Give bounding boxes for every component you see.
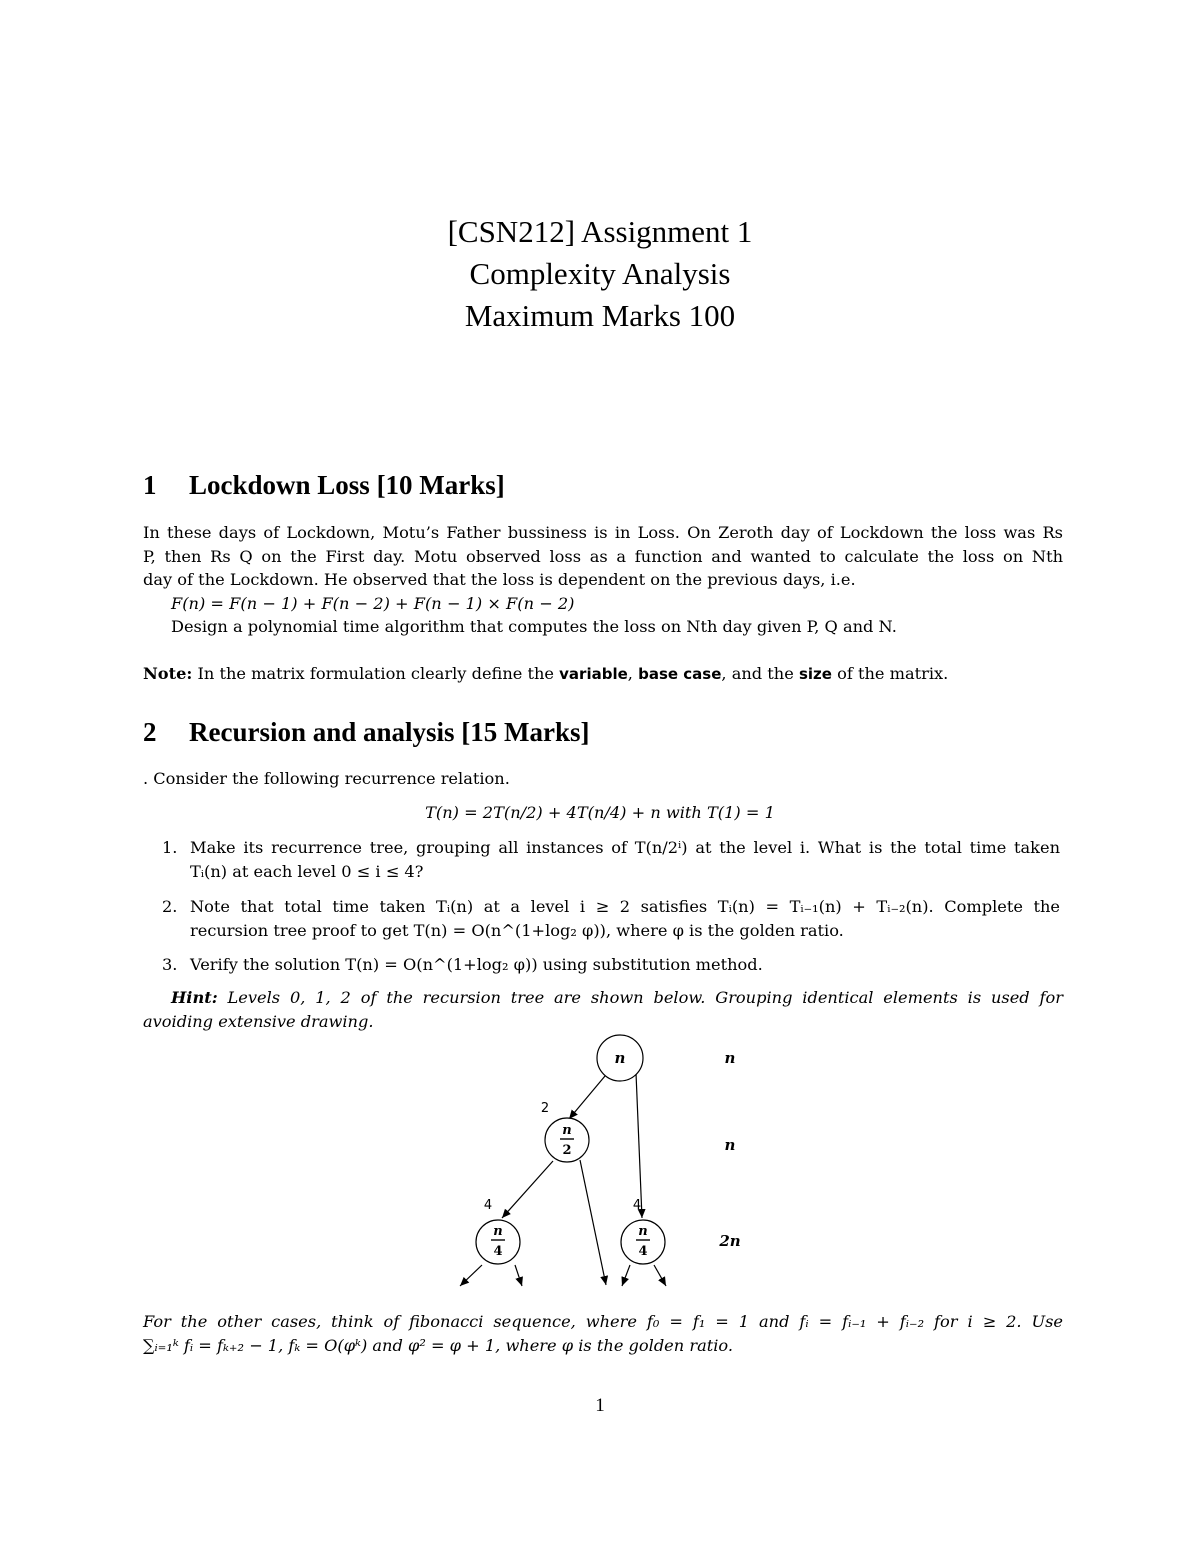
note-base-case: base case <box>638 665 722 683</box>
section-1-heading <box>143 470 505 501</box>
item-3-number: 3. <box>162 955 178 974</box>
title-line-2: Complexity Analysis <box>469 256 731 291</box>
title-line-3: Maximum Marks 100 <box>464 298 736 333</box>
hint-line-1: Levels 0, 1, 2 of the recursion tree are shown below. Grouping identical elements is used for <box>227 988 1063 1007</box>
note: Note: In the matrix formulation clearly define the variable, base case, and the size of the matrix. <box>143 664 949 683</box>
list-item <box>190 895 1060 942</box>
item-1-number: 1. <box>162 838 178 857</box>
leaf-left-numerator: n <box>493 1224 503 1239</box>
note-text-2: and the <box>731 664 794 683</box>
fibonacci-line-2: ∑ᵢ₌₁ᵏ fᵢ = fₖ₊₂ − 1, fₖ = O(φᵏ) and φ² = φ + 1, where φ is the golden ratio. <box>143 1335 734 1355</box>
section-2-number: 2 <box>143 717 157 747</box>
fibonacci-paragraph <box>143 1310 1063 1357</box>
edge-leaf-left-child-2 <box>515 1265 522 1286</box>
edge-leaf-right-child-2 <box>654 1265 666 1286</box>
leaf-left-denominator: 4 <box>493 1244 503 1259</box>
edge-leaf-right-child-1 <box>622 1265 630 1286</box>
edge-mid-to-bottom <box>580 1160 606 1285</box>
level-1-sum: n <box>724 1136 736 1154</box>
section-1-title: Lockdown Loss [10 Marks] <box>189 470 505 500</box>
item-2-number: 2. <box>162 897 178 916</box>
item-3-line-1: Verify the solution T(n) = O(n^(1+log₂ φ)) using substitution method. <box>190 955 763 974</box>
root-node-label: n <box>614 1049 626 1067</box>
loss-equation: F(n) = F(n − 1) + F(n − 2) + F(n − 1) × F(n − 2) <box>171 593 575 613</box>
edge-leaf-left-child-1 <box>460 1265 482 1286</box>
item-1-line-1: Make its recurrence tree, grouping all instances of T(n/2ⁱ) at the level i. What is the total time taken <box>190 838 1060 857</box>
level-2-sum: 2n <box>719 1232 741 1250</box>
note-label: Note: <box>143 664 193 683</box>
note-size: size <box>798 665 832 683</box>
page-number: 1 <box>595 1395 605 1416</box>
hint-line-2: avoiding extensive drawing. <box>143 1011 374 1031</box>
item-2-line-2: recursion tree proof to get T(n) = O(n^(1+log₂ φ)), where φ is the golden ratio. <box>190 920 844 940</box>
edge-root-to-leaf-right <box>636 1073 642 1218</box>
note-text-1: In the matrix formulation clearly define the <box>197 664 554 683</box>
section-1-line-3: day of the Lockdown. He observed that the loss is dependent on the previous days, i.e. <box>143 570 856 589</box>
recursion-tree-diagram <box>440 1030 770 1295</box>
section-2-heading <box>143 717 590 748</box>
edge-root-to-mid <box>569 1076 605 1119</box>
edge-label-4-right: 4 <box>632 1198 642 1213</box>
item-1-line-2: Tᵢ(n) at each level 0 ≤ i ≤ 4? <box>190 861 424 881</box>
section-1-paragraph <box>143 521 1063 639</box>
note-variable: variable <box>559 665 628 683</box>
mid-node-denominator: 2 <box>562 1143 572 1158</box>
edge-label-4-left: 4 <box>483 1198 493 1213</box>
section-1-line-1: In these days of Lockdown, Motu’s Father bussiness is in Loss. On Zeroth day of Lockdown the loss was Rs <box>143 523 1063 542</box>
recurrence-relation: T(n) = 2T(n/2) + 4T(n/4) + n with T(1) = 1 <box>425 803 775 822</box>
edge-mid-to-leaf-left <box>502 1161 553 1218</box>
hint-label: Hint: <box>171 988 218 1007</box>
edge-label-2: 2 <box>540 1101 550 1116</box>
leaf-right-denominator: 4 <box>638 1244 648 1259</box>
fibonacci-line-1: For the other cases, think of fibonacci sequence, where f₀ = f₁ = 1 and fᵢ = fᵢ₋₁ + fᵢ₋₂ for i ≥ 2. Use <box>143 1312 1063 1331</box>
title-line-1: [CSN212] Assignment 1 <box>447 214 753 249</box>
section-2-intro: . Consider the following recurrence relation. <box>143 769 510 788</box>
mid-node-numerator: n <box>562 1123 572 1138</box>
section-1-number: 1 <box>143 470 157 500</box>
leaf-right-numerator: n <box>638 1224 648 1239</box>
item-2-line-1: Note that total time taken Tᵢ(n) at a level i ≥ 2 satisfies Tᵢ(n) = Tᵢ₋₁(n) + Tᵢ₋₂(n). Complete the <box>190 897 1060 916</box>
hint <box>143 986 1063 1033</box>
section-2-title: Recursion and analysis [15 Marks] <box>189 717 590 747</box>
design-instruction: Design a polynomial time algorithm that computes the loss on Nth day given P, Q and N. <box>171 617 897 636</box>
section-1-line-2: P, then Rs Q on the First day. Motu observed loss as a function and wanted to calculate the loss on Nth <box>143 546 1063 566</box>
list-item <box>190 836 1060 883</box>
level-0-sum: n <box>724 1049 736 1067</box>
note-text-3: of the matrix. <box>837 664 949 683</box>
